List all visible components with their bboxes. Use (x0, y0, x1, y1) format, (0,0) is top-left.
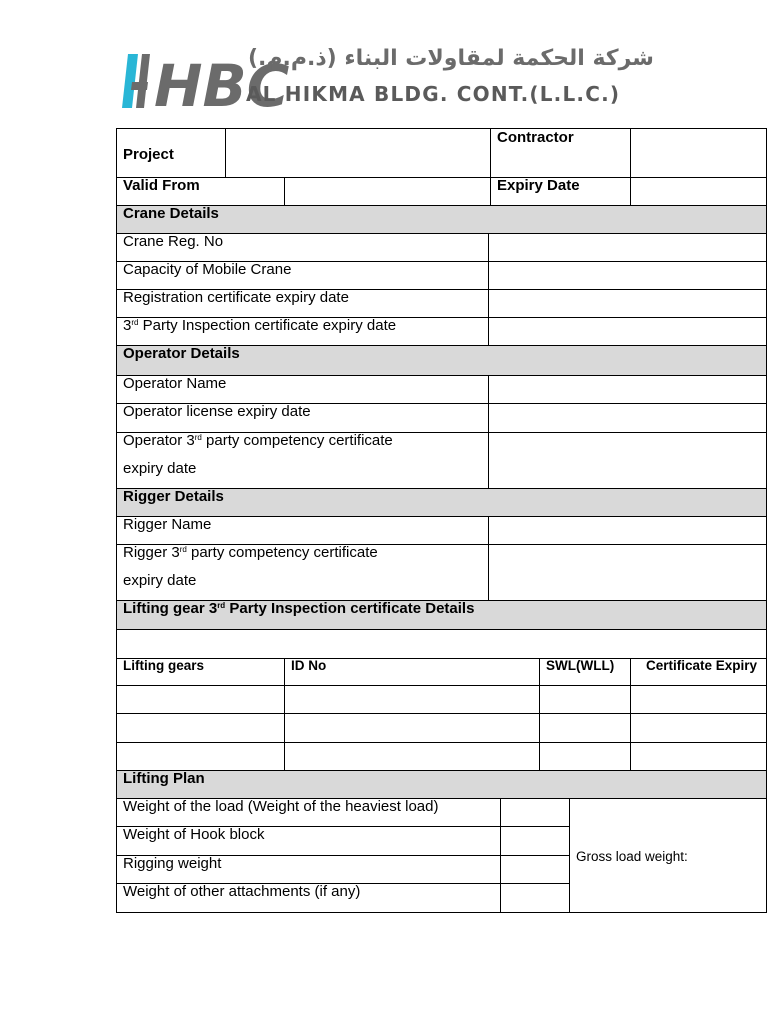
rigger-name-field[interactable] (488, 516, 767, 545)
operator-name-field[interactable] (488, 375, 767, 404)
lifting-plan-title: Lifting Plan (123, 770, 205, 787)
gear-row-3-expiry[interactable] (630, 742, 767, 771)
rigging-weight-label: Rigging weight (123, 855, 222, 872)
rigging-weight-label-cell (116, 855, 501, 884)
operator-competency-line1 (123, 433, 482, 449)
column-lifting-gears: Lifting gears (116, 658, 285, 686)
valid-from-value-field[interactable] (284, 177, 491, 206)
gear-row-1-swl[interactable] (539, 685, 631, 714)
operator-name-label: Operator Name (123, 375, 227, 392)
lifting-gear-title-sup: rd (217, 601, 226, 610)
lifting-plan-header (116, 770, 767, 799)
valid-from-label: Valid From (123, 177, 200, 194)
inspection-expiry-sup: rd (131, 318, 139, 327)
load-weight-field[interactable] (500, 798, 570, 827)
rigger-competency-prefix: Rigger 3 (123, 544, 180, 561)
rigger-name-label: Rigger Name (123, 516, 212, 533)
crane-reg-no-field[interactable] (488, 233, 767, 262)
rigger-details-header (116, 488, 767, 517)
operator-license-field[interactable] (488, 403, 767, 433)
expiry-date-label-cell (490, 177, 631, 206)
operator-competency-prefix: Operator 3 (123, 432, 195, 449)
contractor-label-cell (490, 128, 631, 178)
lifting-gear-header (116, 600, 767, 630)
inspection-expiry-label-cell (116, 317, 489, 346)
crane-capacity-label-cell (116, 261, 489, 290)
logo-mark-text: HBC (154, 52, 290, 120)
lifting-gear-title-suffix: Party Inspection certificate Details (225, 600, 475, 617)
crane-capacity-label: Capacity of Mobile Crane (123, 261, 292, 278)
inspection-expiry-prefix: 3 (123, 317, 132, 334)
operator-name-label-cell (116, 375, 489, 404)
operator-details-title: Operator Details (123, 345, 240, 362)
crane-reg-no-label-cell (116, 233, 489, 262)
registration-expiry-label: Registration certificate expiry date (123, 289, 349, 306)
rigger-competency-line2: expiry date (123, 572, 197, 589)
lifting-gear-title (123, 600, 474, 617)
column-certificate-expiry: Certificate Expiry (630, 658, 767, 686)
inspection-expiry-label (123, 317, 396, 334)
operator-license-label: Operator license expiry date (123, 403, 311, 420)
hook-block-field[interactable] (500, 826, 570, 856)
expiry-date-value-field[interactable] (630, 177, 767, 206)
operator-details-header (116, 345, 767, 376)
inspection-expiry-field[interactable] (488, 317, 767, 346)
attachments-weight-label-cell (116, 883, 501, 913)
rigger-competency-sup: rd (179, 545, 187, 554)
gear-row-3-swl[interactable] (539, 742, 631, 771)
contractor-value-field[interactable] (630, 128, 767, 178)
operator-competency-line2: expiry date (123, 460, 197, 477)
gear-row-1-gear[interactable] (116, 685, 285, 714)
attachments-weight-label: Weight of other attachments (if any) (123, 883, 361, 900)
gear-row-3-id[interactable] (284, 742, 540, 771)
rigger-competency-suffix: party competency certificate (186, 544, 378, 561)
company-name-english: AL HIKMA BLDG. CONT.(L.L.C.) (246, 82, 621, 106)
load-weight-label: Weight of the load (Weight of the heaviest load) (123, 798, 439, 815)
gear-row-2-expiry[interactable] (630, 713, 767, 743)
registration-expiry-label-cell (116, 289, 489, 318)
valid-from-label-cell (116, 177, 285, 206)
rigger-name-label-cell (116, 516, 489, 545)
expiry-date-label: Expiry Date (497, 177, 580, 194)
load-weight-label-cell (116, 798, 501, 827)
contractor-label: Contractor (497, 129, 574, 146)
gross-load-weight-cell[interactable] (569, 798, 767, 913)
rigging-weight-field[interactable] (500, 855, 570, 884)
gear-row-2-id[interactable] (284, 713, 540, 743)
gear-row-1-expiry[interactable] (630, 685, 767, 714)
gear-row-2-gear[interactable] (116, 713, 285, 743)
project-label: Project (123, 146, 174, 163)
project-label-cell (116, 128, 226, 178)
gear-row-2-swl[interactable] (539, 713, 631, 743)
company-logo (118, 44, 654, 120)
rigger-competency-label-cell (116, 544, 489, 601)
operator-license-label-cell (116, 403, 489, 433)
crane-capacity-field[interactable] (488, 261, 767, 290)
rigger-competency-line1 (123, 545, 482, 561)
rigger-details-title: Rigger Details (123, 488, 224, 505)
rigger-competency-field[interactable] (488, 544, 767, 601)
attachments-weight-field[interactable] (500, 883, 570, 913)
crane-details-header (116, 205, 767, 234)
gross-load-weight-label: Gross load weight: (576, 849, 688, 864)
company-name-arabic: شركة الحكمة لمقاولات البناء (ذ.م.م.) (248, 46, 654, 71)
inspection-expiry-suffix: Party Inspection certificate expiry date (138, 317, 397, 334)
lifting-gear-blank-row[interactable] (116, 629, 767, 659)
registration-expiry-field[interactable] (488, 289, 767, 318)
operator-competency-field[interactable] (488, 432, 767, 489)
operator-competency-label-cell (116, 432, 489, 489)
hook-block-label-cell (116, 826, 501, 856)
hook-block-label: Weight of Hook block (123, 826, 265, 843)
lifting-gear-title-prefix: Lifting gear 3 (123, 600, 218, 617)
gear-row-3-gear[interactable] (116, 742, 285, 771)
operator-competency-suffix: party competency certificate (201, 432, 393, 449)
crane-reg-no-label: Crane Reg. No (123, 233, 224, 250)
project-value-field[interactable] (225, 128, 491, 178)
operator-competency-sup: rd (194, 433, 202, 442)
column-id-no: ID No (284, 658, 540, 686)
crane-details-title: Crane Details (123, 205, 219, 222)
hbc-logo-mark (118, 48, 290, 120)
column-swl: SWL(WLL) (539, 658, 631, 686)
gear-row-1-id[interactable] (284, 685, 540, 714)
